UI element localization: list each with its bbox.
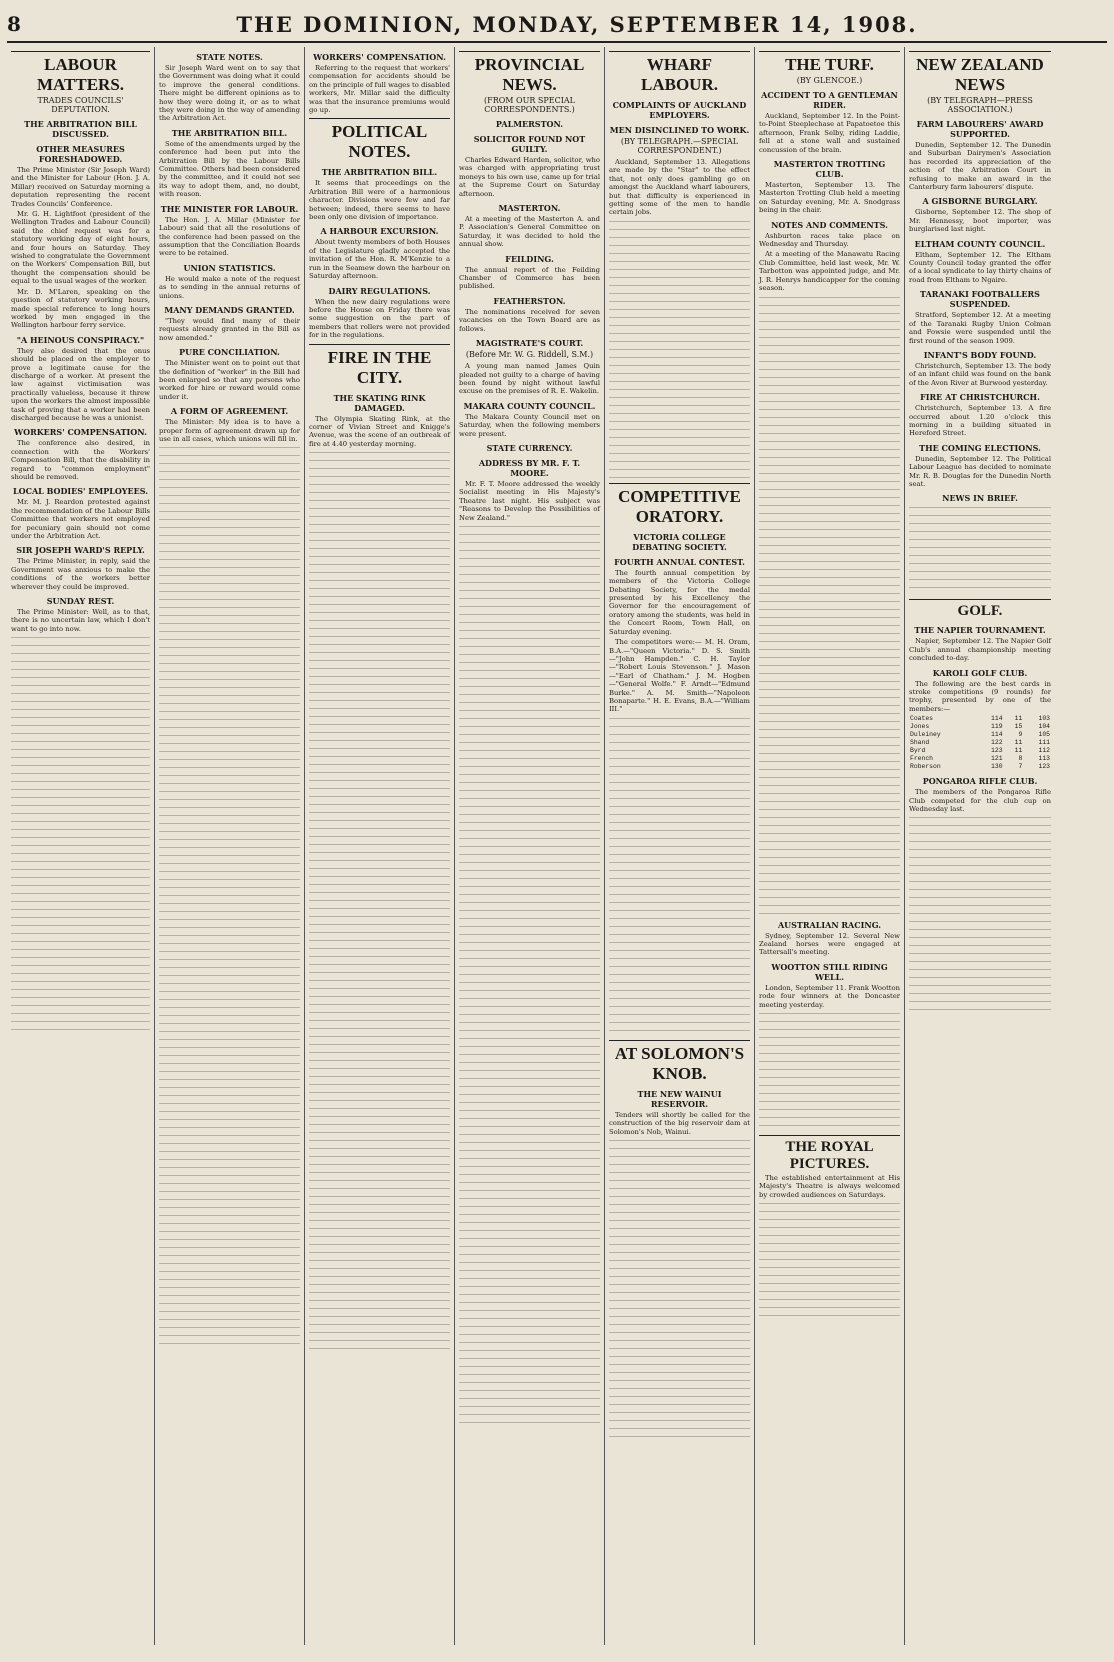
paragraph: Referring to the request that workers' compensation for accidents should be on the principle of full wages to disabled workers, Mr. Millar said the difficulty was that the insurance premiums would go up.	[309, 64, 450, 115]
paragraph: The competitors were:— M. H. Oram, B.A.—"Queen Victoria." D. S. Smith—"John Hampden." C. H. Taylor—"Robert Louis Stevenson." J. Mason—"Earl of Chatham." J. M. Hogben—"General Wolfe." F. Arndt—"Edmund Burke." A. M. Smith—"Napoleon Bonaparte." H. E. Evans, B.A.—"William III."	[609, 638, 750, 714]
paragraph: Stratford, September 12. At a meeting of the Taranaki Rugby Union Colman and Fowsie were suspended until the first round of the season 1909.	[909, 311, 1051, 345]
table-cell: 111	[1038, 739, 1050, 747]
paragraph: The Prime Minister (Sir Joseph Ward) and the Minister for Labour (Hon. J. A. Millar) received on Saturday morning a deputation representing the recent Trades Councils' Conference.	[11, 166, 150, 208]
section-heading: STATE CURRENCY.	[486, 442, 573, 453]
table-cell: 15	[1014, 723, 1023, 731]
table-cell: Roberson	[910, 763, 941, 771]
headline-labour-matters: LABOUR MATTERS.	[11, 51, 150, 95]
table-cell: Coates	[910, 715, 934, 723]
paragraph: At a meeting of the Masterton A. and P. Association's General Committee on Saturday, it was decided to hold the annual show.	[459, 215, 600, 249]
table-row	[909, 723, 1051, 731]
section-heading: FARM LABOURERS' AWARD SUPPORTED.	[916, 119, 1044, 139]
table-cell: Jones	[910, 723, 930, 731]
table-cell: Shand	[910, 739, 930, 747]
table-cell: 113	[1038, 755, 1050, 763]
section-heading: SOLICITOR FOUND NOT GUILTY.	[473, 134, 586, 154]
section-heading: WORKERS' COMPENSATION.	[14, 427, 147, 438]
paragraph: It seems that proceedings on the Arbitration Bill were of a harmonious character. Divisions were few and far between; indeed, there seems to have been only one division of importance.	[309, 179, 450, 222]
section-heading: MANY DEMANDS GRANTED.	[164, 304, 295, 315]
table-cell: 8	[1018, 755, 1023, 763]
paragraph: Napier, September 12. The Napier Golf Club's annual championship meeting concluded to-day.	[909, 637, 1051, 663]
table-cell: 104	[1038, 723, 1050, 731]
table-row	[909, 715, 1051, 723]
paragraph: Auckland, September 12. In the Point-to-Point Steeplechase at Papatoetoe this afternoon, Frank Selby, riding Laddie, fell at a stone wall and sustained concussion of the brain.	[759, 112, 900, 154]
section-heading: NOTES AND COMMENTS.	[771, 219, 888, 230]
paragraph: "They would find many of their requests already granted in the Bill as now amended."	[159, 316, 300, 342]
section-heading: MEN DISINCLINED TO WORK.	[609, 125, 750, 135]
newspaper-page	[7, 7, 1107, 1647]
paragraph: The Prime Minister, in reply, said the Government was anxious to make the conditions of the workers better wherever they could be improved.	[11, 557, 150, 591]
section-heading: MAKARA COUNTY COUNCIL.	[463, 400, 596, 411]
page-number: 8	[7, 12, 21, 36]
headline-royal-pictures: THE ROYAL PICTURES.	[759, 1135, 900, 1173]
table-cell: 112	[1038, 747, 1050, 755]
section-heading: ADDRESS BY MR. F. T. MOORE.	[478, 457, 581, 478]
section-heading: INFANT'S BODY FOUND.	[923, 349, 1037, 360]
column-wharf	[605, 47, 755, 1645]
section-heading: FEATHERSTON.	[493, 295, 566, 306]
subhead: (FROM OUR SPECIAL CORRESPONDENTS.)	[484, 96, 575, 114]
body-text-block	[909, 815, 1051, 1015]
paragraph: The established entertainment at His Majesty's Theatre is always welcomed by crowded audiences on Saturdays.	[759, 1173, 900, 1199]
table-cell: 114	[991, 715, 1003, 723]
table-row	[909, 739, 1051, 747]
section-heading: WORKERS' COMPENSATION.	[313, 52, 446, 62]
section-heading: PURE CONCILIATION.	[179, 347, 280, 358]
masthead	[7, 7, 1107, 43]
headline-competitive-oratory: COMPETITIVE ORATORY.	[609, 483, 750, 527]
table-cell: 105	[1038, 731, 1050, 739]
paragraph: About twenty members of both Houses of the Legislature gladly accepted the invitation of the Hon. R. M'Kenzie to a run in the Seamew down the harbour on Saturday afternoon.	[309, 238, 450, 281]
section-heading: UNION STATISTICS.	[183, 262, 276, 273]
section-heading: DAIRY REGULATIONS.	[328, 285, 431, 296]
paragraph: The members of the Pongaroa Rifle Club competed for the club cup on Wednesday last.	[909, 788, 1051, 814]
subhead: (BY TELEGRAPH.—SPECIAL CORRESPONDENT.)	[620, 137, 739, 155]
body-text-block	[759, 1011, 900, 1131]
section-heading: LOCAL BODIES' EMPLOYEES.	[13, 486, 148, 497]
table-cell: 103	[1038, 715, 1050, 723]
paragraph: Sir Joseph Ward went on to say that the Government was doing what it could to improve the general conditions. There might be different opinions as to how they were doing it, or as to what they were doing in the way of amending the Arbitration Act.	[159, 64, 300, 123]
section-heading: PALMERSTON.	[495, 119, 564, 129]
table-cell: 9	[1018, 731, 1023, 739]
paragraph: The conference also desired, in connection with the Workers' Compensation Bill, that the disability in regard to "common employment" should be removed.	[11, 439, 150, 481]
paragraph: Eltham, September 12. The Eltham County Council today granted the offer of a local syndicate to lay thirty chains of road from Eltham to Ngaire.	[909, 250, 1051, 284]
body-text-block	[609, 1138, 750, 1438]
section-heading: VICTORIA COLLEGE DEBATING SOCIETY.	[632, 531, 727, 552]
section-heading: WOOTTON STILL RIDING WELL.	[771, 961, 888, 982]
table-cell: Duleiney	[910, 731, 941, 739]
column-nz-news	[905, 47, 1055, 1645]
paragraph: The Olympia Skating Rink, at the corner of Vivian Street and Knigge's Avenue, was the scene of an outbreak of fire at 4.40 yesterday morning.	[309, 414, 450, 448]
headline-wharf-labour: WHARF LABOUR.	[609, 51, 750, 95]
table-row	[909, 763, 1051, 771]
table-row	[909, 747, 1051, 755]
paragraph: A young man named James Quin pleaded not guilty to a charge of having been found by night without lawful excuse on the premises of R. E. Wakelin.	[459, 362, 600, 396]
body-text-block	[459, 524, 600, 1424]
section-heading: THE SKATING RINK DAMAGED.	[333, 392, 426, 413]
paragraph: They also desired that the onus should be placed on the employer to prove a legitimate cause for the discharge of a worker. At present the law against victimisation was practically valueless, because it threw upon the workers the almost impossible task of proving that a worker had been discharged because he was a unionist.	[11, 346, 150, 422]
body-text-block	[609, 716, 750, 1036]
table-cell: 11	[1014, 715, 1023, 723]
table-row	[909, 731, 1051, 739]
subhead: (BY TELEGRAPH—PRESS ASSOCIATION.)	[927, 96, 1033, 114]
section-heading: THE NAPIER TOURNAMENT.	[914, 625, 1046, 636]
section-heading: THE COMING ELECTIONS.	[919, 442, 1041, 453]
paragraph: The Prime Minister: Well, as to that, there is no uncertain law, which I don't want to go into now.	[11, 608, 150, 633]
subhead: (BY GLENCOE.)	[796, 76, 863, 85]
section-heading: COMPLAINTS OF AUCKLAND EMPLOYERS.	[612, 100, 747, 120]
body-text-block	[609, 219, 750, 479]
section-heading: SUNDAY REST.	[46, 596, 115, 607]
section-heading: MAGISTRATE'S COURT.	[475, 338, 584, 349]
table-cell: 130	[991, 763, 1003, 771]
section-heading: THE NEW WAINUI RESERVOIR.	[637, 1088, 722, 1109]
section-heading: KAROLI GOLF CLUB.	[932, 667, 1028, 678]
body-text-block	[759, 1201, 900, 1321]
column-state	[155, 47, 305, 1645]
section-heading: STATE NOTES.	[196, 52, 263, 62]
paragraph: The nominations received for seven vacancies on the Town Board are as follows.	[459, 307, 600, 333]
body-text-block	[309, 450, 450, 1350]
paragraph: Dunedin, September 12. The Political Labour League has decided to nominate Mr. R. B. Douglas for the Dunedin North seat.	[909, 454, 1051, 488]
section-heading: OTHER MEASURES FORESHADOWED.	[36, 144, 125, 164]
section-heading: FIRE AT CHRISTCHURCH.	[920, 392, 1040, 403]
section-heading: AUSTRALIAN RACING.	[777, 919, 882, 930]
paragraph: When the new dairy regulations were before the House on Friday there was some suggestion on the part of members that rollers were not provided for in the regulations.	[309, 297, 450, 340]
paragraph: He would make a note of the request as to sending in the annual returns of unions.	[159, 274, 300, 300]
table-row	[909, 755, 1051, 763]
table-cell: 122	[991, 739, 1003, 747]
column-provincial	[455, 47, 605, 1645]
section-heading: TARANAKI FOOTBALLERS SUSPENDED.	[920, 289, 1040, 310]
paragraph: Mr. D. M'Laren, speaking on the question of statutory working hours, made special reference to long hours worked by men engaged in the Wellington harbour ferry service.	[11, 287, 150, 330]
paragraph: London, September 11. Frank Wootton rode four winners at the Doncaster meeting yesterday.	[759, 983, 900, 1009]
paragraph: Charles Edward Harden, solicitor, who was charged with appropriating trust moneys to his own use, came up for trial at the Supreme Court on Saturday afternoon.	[459, 156, 600, 198]
subhead: (Before Mr. W. G. Riddell, S.M.)	[465, 350, 594, 360]
paragraph: Mr. G. H. Lightfoot (president of the Wellington Trades and Labour Council) said the chief request was for a statutory working day of eight hours, and four hours on Saturday. They wished to congratulate the Government on the Workers' Compensation Bill, but thought the compensation should be equal to the usual wages of the worker.	[11, 210, 150, 286]
golf-scores-table	[909, 715, 1051, 771]
table-cell: French	[910, 755, 934, 763]
paragraph: Some of the amendments urged by the conference had been put into the Arbitration Bill by the Labour Bills Committee. Others had been considered by the committee, and it could not see its way to adopt them, and, no doubt, with reason.	[159, 139, 300, 199]
column-political	[305, 47, 455, 1645]
paragraph: The Minister: My idea is to have a proper form of agreement drawn up for use in all cases, which unions will fill in.	[159, 418, 300, 443]
headline-the-turf: THE TURF.	[759, 51, 900, 75]
column-labour	[7, 47, 155, 1645]
section-heading: MASTERTON TROTTING CLUB.	[773, 159, 886, 180]
paragraph: The Minister went on to point out that the definition of "worker" in the Bill had been enlarged so that any persons who worked for hire or reward would come under it.	[159, 359, 300, 401]
paragraph: The Makara County Council met on Saturday, when the following members were present.	[459, 412, 600, 438]
section-heading: A FORM OF AGREEMENT.	[170, 406, 289, 417]
subhead: TRADES COUNCILS' DEPUTATION.	[37, 96, 124, 114]
paragraph: The following are the best cards in stroke competitions (9 rounds) for trophy, presented by one of the members:—	[909, 679, 1051, 713]
paragraph: Dunedin, September 12. The Dunedin and Suburban Dairymen's Association has recorded its appreciation of the action of the Arbitration Court in refusing to make an award in the Canterbury farm labourers' dispute.	[909, 141, 1051, 192]
paragraph: Christchurch, September 13. The body of an infant child was found on the bank of the Avon River at Burwood yesterday.	[909, 361, 1051, 387]
headline-nz-news: NEW ZEALAND NEWS	[909, 51, 1051, 95]
section-heading: A HARBOUR EXCURSION.	[320, 226, 439, 237]
paragraph: Mr. M. J. Reardon protested against the recommendation of the Labour Bills Committee that workers not employed for pecuniary gain should not come under the Arbitration Act.	[11, 498, 150, 541]
table-cell: 123	[991, 747, 1003, 755]
section-heading: "A HEINOUS CONSPIRACY."	[16, 334, 145, 345]
headline-golf: GOLF.	[909, 599, 1051, 620]
column-turf	[755, 47, 905, 1645]
paragraph: Mr. F. T. Moore addressed the weekly Socialist meeting in His Majesty's Theatre last night. His subject was "Reasons to Develop the Possibilities of New Zealand."	[459, 479, 600, 522]
body-text-block	[759, 295, 900, 915]
paragraph: At a meeting of the Manawatu Racing Club Committee, held last week, Mr. W. Tarbotton was appointed judge, and Mr. J. R. Henrys handicapper for the coming season.	[759, 250, 900, 293]
body-text-block	[159, 445, 300, 1345]
table-cell: 123	[1038, 763, 1050, 771]
section-heading: THE MINISTER FOR LABOUR.	[160, 203, 299, 214]
paragraph: Masterton, September 13. The Masterton Trotting Club held a meeting on Saturday evening, Mr. A. Snodgrass being in the chair.	[759, 181, 900, 215]
headline-political-notes: POLITICAL NOTES.	[309, 118, 450, 162]
section-heading: THE ARBITRATION BILL.	[321, 167, 438, 178]
paragraph: Sydney, September 12. Several New Zealand horses were engaged at Tattersall's meeting.	[759, 931, 900, 957]
paragraph: Christchurch, September 13. A fire occurred about 1.20 o'clock this morning in a building situated in Hereford Street.	[909, 404, 1051, 438]
section-heading: THE ARBITRATION BILL DISCUSSED.	[24, 119, 137, 139]
paragraph: Auckland, September 13. Allegations are made by the "Star" to the effect that, not only does gambling go on amongst the Auckland wharf labourers, but that difficulty is experienced in getting some of the men to handle certain jobs.	[609, 158, 750, 217]
section-heading: MASTERTON.	[498, 203, 561, 214]
table-cell: 11	[1014, 739, 1023, 747]
section-heading: NEWS IN BRIEF.	[942, 493, 1018, 504]
headline-provincial-news: PROVINCIAL NEWS.	[459, 51, 600, 95]
paragraph: Gisborne, September 12. The shop of Mr. Hennessy, boot importer, was burglarised last night.	[909, 208, 1051, 234]
paragraph: The fourth annual competition by members of the Victoria College Debating Society, for the medal presented by his Excellency the Governor for the encouragement of oratory among the students, was held in the Concert Room, Town Hall, on Saturday evening.	[609, 568, 750, 636]
section-heading: SIR JOSEPH WARD'S REPLY.	[16, 545, 145, 556]
section-heading: A GISBORNE BURGLARY.	[922, 196, 1038, 207]
section-heading: PONGAROA RIFLE CLUB.	[922, 776, 1038, 787]
table-cell: 11	[1014, 747, 1023, 755]
section-heading: ELTHAM COUNTY COUNCIL.	[914, 238, 1046, 249]
table-cell: 119	[991, 723, 1003, 731]
paragraph: Tenders will shortly be called for the construction of the big reservoir dam at Solomon's Nob, Wainui.	[609, 1110, 750, 1136]
section-heading: THE ARBITRATION BILL.	[171, 127, 288, 138]
section-heading: FEILDING.	[505, 253, 554, 264]
headline-fire-in-city: FIRE IN THE CITY.	[309, 344, 450, 388]
body-text-block	[909, 505, 1051, 595]
section-heading: ACCIDENT TO A GENTLEMAN RIDER.	[761, 90, 898, 110]
section-heading: FOURTH ANNUAL CONTEST.	[614, 556, 745, 567]
table-cell: 114	[991, 731, 1003, 739]
paragraph: Ashburton races take place on Wednesday and Thursday.	[759, 231, 900, 249]
body-text-block	[11, 635, 150, 1035]
headline-solomons-knob: AT SOLOMON'S KNOB.	[609, 1040, 750, 1084]
paragraph: The annual report of the Feilding Chamber of Commerce has been published.	[459, 265, 600, 291]
table-cell: 121	[991, 755, 1003, 763]
paragraph: The Hon. J. A. Millar (Minister for Labour) said that all the resolutions of the conference had been passed on the assumption that the Conciliation Boards were to be retained.	[159, 215, 300, 258]
newspaper-title: THE DOMINION, MONDAY, SEPTEMBER 14, 1908.	[236, 11, 918, 37]
table-cell: Byrd	[910, 747, 926, 755]
table-cell: 7	[1018, 763, 1023, 771]
